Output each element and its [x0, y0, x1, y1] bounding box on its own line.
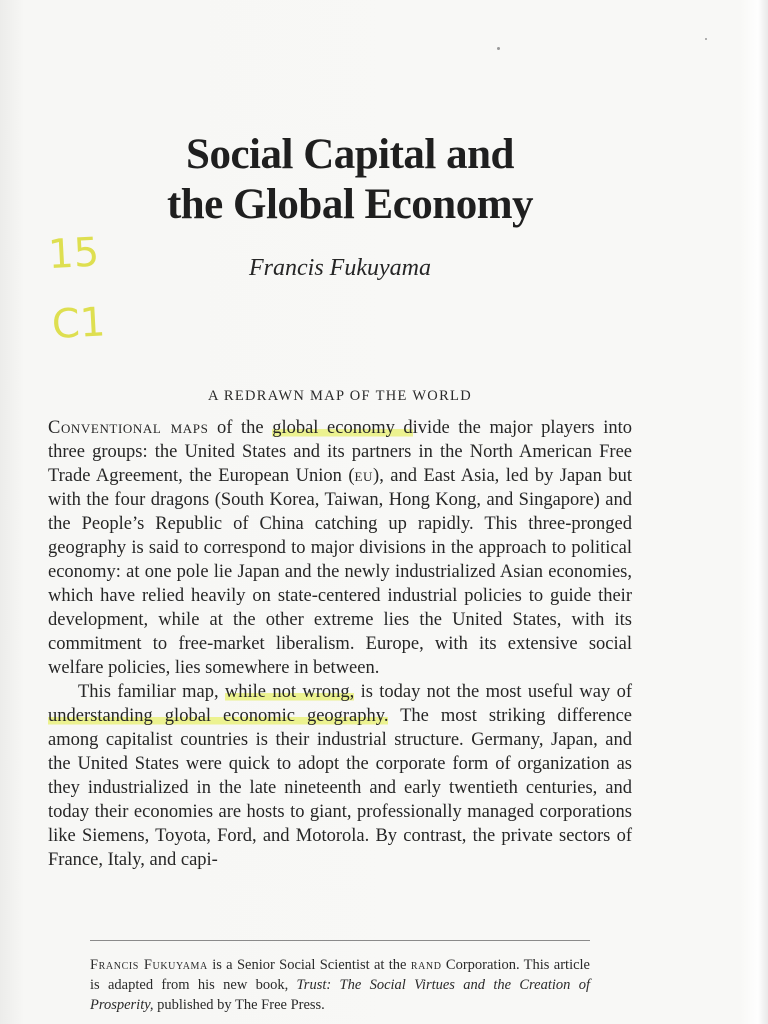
- margin-note-line-1: 15: [47, 229, 101, 279]
- title-line-1: Social Capital and: [186, 130, 514, 178]
- footnote-divider: [90, 940, 590, 941]
- text-run: ivide the major players into three groups: the United States and its partners in the North American Free Trade Agreement, the European Union (: [48, 418, 632, 486]
- text-run: Corporation. This article is adapted from his new book,: [90, 957, 590, 993]
- title-line-2: the Global Economy: [166, 180, 534, 228]
- text-run: is a Senior Social Scientist at the: [207, 957, 411, 973]
- highlighted-text: global economy d: [272, 418, 413, 438]
- abbreviation: rand: [410, 957, 442, 973]
- text-run: published by The Free Press.: [153, 997, 325, 1013]
- footnote-author-name: Francis Fukuyama: [90, 957, 208, 973]
- article-title: [80, 130, 620, 230]
- book-title: Trust: The Social Virtues and the Creation of Prosperity,: [90, 977, 590, 1013]
- highlighted-text: understanding global economic geography.: [48, 706, 389, 726]
- paragraph-1: [48, 416, 632, 680]
- text-run: of the: [208, 418, 273, 438]
- text-run: is today not the most useful way of: [354, 682, 633, 702]
- text-run: The most striking difference among capitalist countries is their industrial structure. Germany, Japan, and the United States were quick to adopt the corporate form of organization as they industrialized in the late nineteenth and early twentieth centuries, and today their economies are hosts to giant, professionally managed corporations like Siemens, Toyota, Ford, and Motorola. By contrast, the private sectors of France, Italy, and capi-: [48, 706, 632, 870]
- text-run: This familiar map,: [78, 682, 225, 702]
- abbreviation: eu: [354, 466, 374, 486]
- paragraph-2: [48, 680, 632, 872]
- author-footnote: [90, 955, 590, 1015]
- handwritten-margin-note: [46, 216, 133, 360]
- margin-note-line-2: C1: [50, 299, 107, 349]
- scan-speck: [705, 38, 707, 40]
- section-heading: A REDRAWN MAP OF THE WORLD: [208, 388, 472, 404]
- paragraph-lead-in: Conventional maps: [48, 418, 209, 438]
- highlighted-text: while not wrong,: [224, 682, 355, 702]
- author-byline: Francis Fukuyama: [249, 255, 431, 281]
- article-body: [48, 416, 632, 872]
- scan-speck: [497, 47, 500, 50]
- text-run: ), and East Asia, led by Japan but with the four dragons (South Korea, Taiwan, Hong Kong, and Singapore) and the People’s Republic of China catching up rapidly. This three-pronged geography is said to correspond to major divisions in the approach to political economy: at one pole lie Japan and the newly industrialized Asian economies, which have relied heavily on state-centered industrial policies to guide their development, while at the other extreme lies the United States, with its commitment to free-market liberalism. Europe, with its extensive social welfare policies, lies somewhere in between.: [48, 466, 633, 678]
